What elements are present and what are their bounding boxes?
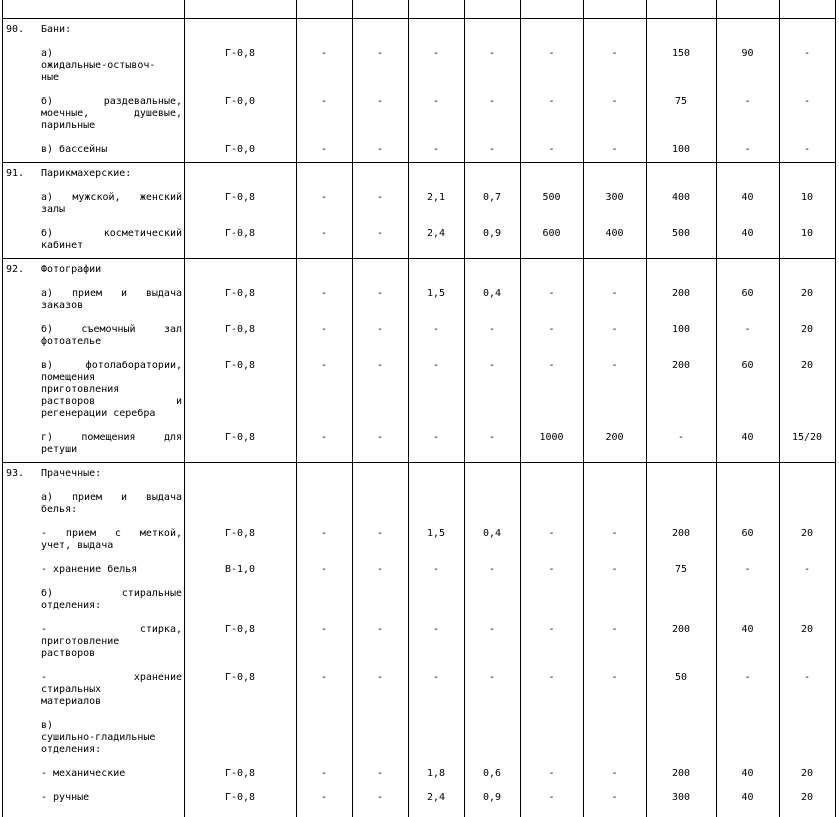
cell-value: Г-0,8: [224, 672, 256, 683]
cell-value: -: [744, 672, 751, 683]
cell-value: 40: [741, 624, 754, 635]
row-description: [41, 96, 182, 132]
cell-value: 40: [741, 768, 754, 779]
cell-value: -: [488, 564, 496, 575]
column-divider: [583, 0, 584, 817]
description-line: регенерации серебра: [41, 408, 156, 419]
description-line: отделения:: [41, 744, 102, 755]
cell-value: В-1,0: [224, 564, 256, 575]
cell-value: Г-0,8: [224, 360, 256, 371]
cell-value: Г-0,0: [224, 144, 256, 155]
description-line: растворов: [41, 648, 96, 659]
row-description: [41, 624, 182, 660]
cell-value: Г-0,0: [224, 96, 256, 107]
cell-value: 40: [741, 792, 754, 803]
description-line: белья:: [41, 504, 78, 515]
description-line: учет, выдача: [41, 540, 114, 551]
cell-value: -: [488, 360, 496, 371]
description-line: приготовления: [41, 384, 120, 395]
cell-value: 20: [800, 324, 814, 335]
cell-value: -: [376, 324, 384, 335]
column-divider: [352, 0, 353, 817]
cell-value: Г-0,8: [224, 528, 256, 539]
cell-value: 1000: [539, 432, 564, 443]
column-divider: [2, 0, 3, 817]
section-divider: [2, 18, 836, 19]
cell-value: 90: [741, 48, 754, 59]
column-divider: [779, 0, 780, 817]
cell-value: -: [320, 360, 328, 371]
cell-value: -: [320, 768, 328, 779]
cell-value: Г-0,8: [224, 324, 256, 335]
cell-value: -: [803, 564, 811, 575]
cell-value: 50: [674, 672, 688, 683]
description-line: б) раздевальные,: [41, 96, 182, 107]
cell-value: 2,1: [426, 192, 446, 203]
cell-value: -: [320, 564, 328, 575]
description-line: кабинет: [41, 240, 84, 251]
cell-value: -: [376, 96, 384, 107]
cell-value: 20: [800, 360, 814, 371]
cell-value: -: [548, 96, 555, 107]
cell-value: 75: [674, 96, 688, 107]
cell-value: 20: [800, 288, 814, 299]
cell-value: -: [744, 324, 751, 335]
cell-value: Г-0,8: [224, 624, 256, 635]
cell-value: -: [320, 144, 328, 155]
cell-value: -: [611, 564, 618, 575]
cell-value: 200: [605, 432, 624, 443]
cell-value: 1,5: [426, 528, 446, 539]
cell-value: -: [488, 672, 496, 683]
cell-value: -: [611, 48, 618, 59]
cell-value: 500: [671, 228, 691, 239]
cell-value: 200: [671, 528, 691, 539]
cell-value: 75: [674, 564, 688, 575]
cell-value: Г-0,8: [224, 432, 256, 443]
cell-value: -: [432, 672, 440, 683]
cell-value: 200: [671, 288, 691, 299]
column-divider: [296, 0, 297, 817]
section-number: 92.: [6, 264, 25, 275]
cell-value: -: [611, 324, 618, 335]
cell-value: 2,4: [426, 792, 446, 803]
cell-value: -: [432, 360, 440, 371]
cell-value: 100: [671, 144, 691, 155]
description-line: б) косметический: [41, 228, 182, 239]
cell-value: -: [432, 624, 440, 635]
cell-value: -: [803, 144, 811, 155]
cell-value: 300: [605, 192, 624, 203]
description-line: парильные: [41, 120, 96, 131]
description-line: - стирка,: [41, 624, 182, 635]
cell-value: 60: [741, 288, 754, 299]
section-title: Бани:: [41, 24, 72, 35]
cell-value: -: [611, 360, 618, 371]
row-description: [41, 48, 182, 84]
section-number: 91.: [6, 168, 25, 179]
row-description: [41, 792, 182, 804]
cell-value: 10: [800, 228, 814, 239]
cell-value: 300: [671, 792, 691, 803]
cell-value: 20: [800, 768, 814, 779]
cell-value: 0,4: [482, 288, 502, 299]
cell-value: -: [611, 288, 618, 299]
cell-value: -: [432, 564, 440, 575]
cell-value: -: [488, 624, 496, 635]
cell-value: 20: [800, 528, 814, 539]
cell-value: -: [320, 432, 328, 443]
row-description: [41, 672, 182, 708]
description-line: - хранение: [41, 672, 182, 683]
cell-value: 2,4: [426, 228, 446, 239]
column-divider: [408, 0, 409, 817]
section-divider: [2, 258, 836, 259]
description-line: фотоателье: [41, 336, 102, 347]
description-line: г) помещения для: [41, 432, 182, 443]
cell-value: -: [432, 432, 440, 443]
cell-value: -: [548, 564, 555, 575]
row-description: [41, 432, 182, 456]
cell-value: Г-0,8: [224, 192, 256, 203]
cell-value: -: [320, 324, 328, 335]
cell-value: 0,9: [482, 792, 502, 803]
row-description: [41, 492, 182, 516]
cell-value: 200: [671, 360, 691, 371]
cell-value: Г-0,8: [224, 768, 256, 779]
cell-value: -: [611, 672, 618, 683]
cell-value: Г-0,8: [224, 792, 256, 803]
row-description: [41, 144, 182, 156]
column-divider: [520, 0, 521, 817]
row-description: [41, 228, 182, 252]
description-line: а): [41, 48, 54, 59]
cell-value: -: [803, 48, 811, 59]
section-divider: [2, 462, 836, 463]
cell-value: -: [376, 144, 384, 155]
row-description: [41, 564, 182, 576]
cell-value: -: [376, 48, 384, 59]
cell-value: 40: [741, 228, 754, 239]
description-line: растворов и: [41, 396, 182, 407]
description-line: б) стиральные: [41, 588, 182, 599]
cell-value: -: [548, 768, 555, 779]
cell-value: -: [376, 564, 384, 575]
row-description: [41, 288, 182, 312]
description-line: а) прием и выдача: [41, 288, 182, 299]
cell-value: -: [320, 96, 328, 107]
cell-value: -: [611, 528, 618, 539]
cell-value: -: [320, 228, 328, 239]
cell-value: 200: [671, 624, 691, 635]
cell-value: -: [320, 624, 328, 635]
cell-value: -: [611, 144, 618, 155]
cell-value: -: [744, 564, 751, 575]
cell-value: -: [548, 792, 555, 803]
cell-value: -: [320, 672, 328, 683]
row-description: [41, 192, 182, 216]
description-line: отделения:: [41, 600, 102, 611]
cell-value: 0,7: [482, 192, 502, 203]
column-divider: [716, 0, 717, 817]
section-title: Прачечные:: [41, 468, 102, 479]
cell-value: 400: [605, 228, 624, 239]
cell-value: -: [376, 360, 384, 371]
cell-value: -: [548, 144, 555, 155]
cell-value: -: [803, 96, 811, 107]
cell-value: -: [744, 96, 751, 107]
cell-value: -: [320, 288, 328, 299]
row-description: [41, 588, 182, 612]
section-number: 90.: [6, 24, 25, 35]
cell-value: -: [611, 624, 618, 635]
description-line: ретуши: [41, 444, 78, 455]
description-line: в): [41, 720, 54, 731]
description-line: ные: [41, 72, 60, 83]
description-line: стиральных: [41, 684, 102, 695]
cell-value: -: [376, 228, 384, 239]
cell-value: Г-0,8: [224, 48, 256, 59]
cell-value: -: [376, 768, 384, 779]
row-description: [41, 360, 182, 420]
column-divider: [464, 0, 465, 817]
cell-value: 400: [671, 192, 691, 203]
cell-value: 40: [741, 432, 754, 443]
cell-value: -: [432, 48, 440, 59]
cell-value: 0,4: [482, 528, 502, 539]
cell-value: 10: [800, 192, 814, 203]
cell-value: 15/20: [791, 432, 823, 443]
description-line: - механические: [41, 768, 126, 779]
cell-value: -: [488, 324, 496, 335]
description-line: - прием с меткой,: [41, 528, 182, 539]
cell-value: -: [320, 48, 328, 59]
cell-value: 200: [671, 768, 691, 779]
row-description: [41, 768, 182, 780]
cell-value: -: [548, 360, 555, 371]
cell-value: -: [432, 96, 440, 107]
column-divider: [184, 0, 185, 817]
description-line: приготовление: [41, 636, 120, 647]
description-line: - хранение белья: [41, 564, 138, 575]
cell-value: 0,6: [482, 768, 502, 779]
cell-value: -: [432, 324, 440, 335]
cell-value: 40: [741, 192, 754, 203]
cell-value: -: [488, 48, 496, 59]
row-description: [41, 324, 182, 348]
description-line: а) прием и выдача: [41, 492, 182, 503]
description-line: сушильно-гладильные: [41, 732, 156, 743]
cell-value: -: [677, 432, 685, 443]
column-divider: [835, 0, 836, 817]
column-divider: [646, 0, 647, 817]
cell-value: -: [376, 192, 384, 203]
cell-value: 1,8: [426, 768, 446, 779]
description-line: заказов: [41, 300, 84, 311]
cell-value: -: [376, 672, 384, 683]
cell-value: 20: [800, 792, 814, 803]
cell-value: -: [376, 624, 384, 635]
cell-value: -: [488, 432, 496, 443]
description-line: залы: [41, 204, 66, 215]
cell-value: -: [320, 192, 328, 203]
cell-value: 60: [741, 360, 754, 371]
cell-value: -: [744, 144, 751, 155]
row-description: [41, 720, 182, 756]
cell-value: -: [376, 792, 384, 803]
description-line: б) съемочный зал: [41, 324, 182, 335]
cell-value: -: [548, 624, 555, 635]
description-line: ожидальные-остывоч-: [41, 60, 156, 71]
cell-value: -: [611, 792, 618, 803]
section-title: Фотографии: [41, 264, 102, 275]
cell-value: 150: [671, 48, 691, 59]
description-line: моечные, душевые,: [41, 108, 182, 119]
cell-value: -: [376, 528, 384, 539]
cell-value: 500: [542, 192, 561, 203]
cell-value: -: [611, 768, 618, 779]
cell-value: -: [548, 48, 555, 59]
row-description: [41, 528, 182, 552]
cell-value: -: [376, 432, 384, 443]
section-number: 93.: [6, 468, 25, 479]
description-line: в) бассейны: [41, 144, 108, 155]
cell-value: Г-0,8: [224, 288, 256, 299]
cell-value: -: [320, 528, 328, 539]
description-line: в) фотолаборатории,: [41, 360, 182, 371]
cell-value: 1,5: [426, 288, 446, 299]
description-line: а) мужской, женский: [41, 192, 182, 203]
cell-value: -: [320, 792, 328, 803]
cell-value: Г-0,8: [224, 228, 256, 239]
cell-value: -: [548, 528, 555, 539]
cell-value: -: [548, 288, 555, 299]
cell-value: 60: [741, 528, 754, 539]
description-line: помещения: [41, 372, 96, 383]
description-line: - ручные: [41, 792, 90, 803]
cell-value: -: [488, 96, 496, 107]
cell-value: -: [548, 324, 555, 335]
cell-value: -: [548, 672, 555, 683]
description-line: материалов: [41, 696, 102, 707]
cell-value: 100: [671, 324, 691, 335]
cell-value: -: [432, 144, 440, 155]
section-divider: [2, 162, 836, 163]
cell-value: 0,9: [482, 228, 502, 239]
cell-value: -: [376, 288, 384, 299]
cell-value: -: [611, 96, 618, 107]
cell-value: 600: [542, 228, 561, 239]
cell-value: -: [803, 672, 811, 683]
cell-value: 20: [800, 624, 814, 635]
section-title: Парикмахерские:: [41, 168, 132, 179]
cell-value: -: [488, 144, 496, 155]
